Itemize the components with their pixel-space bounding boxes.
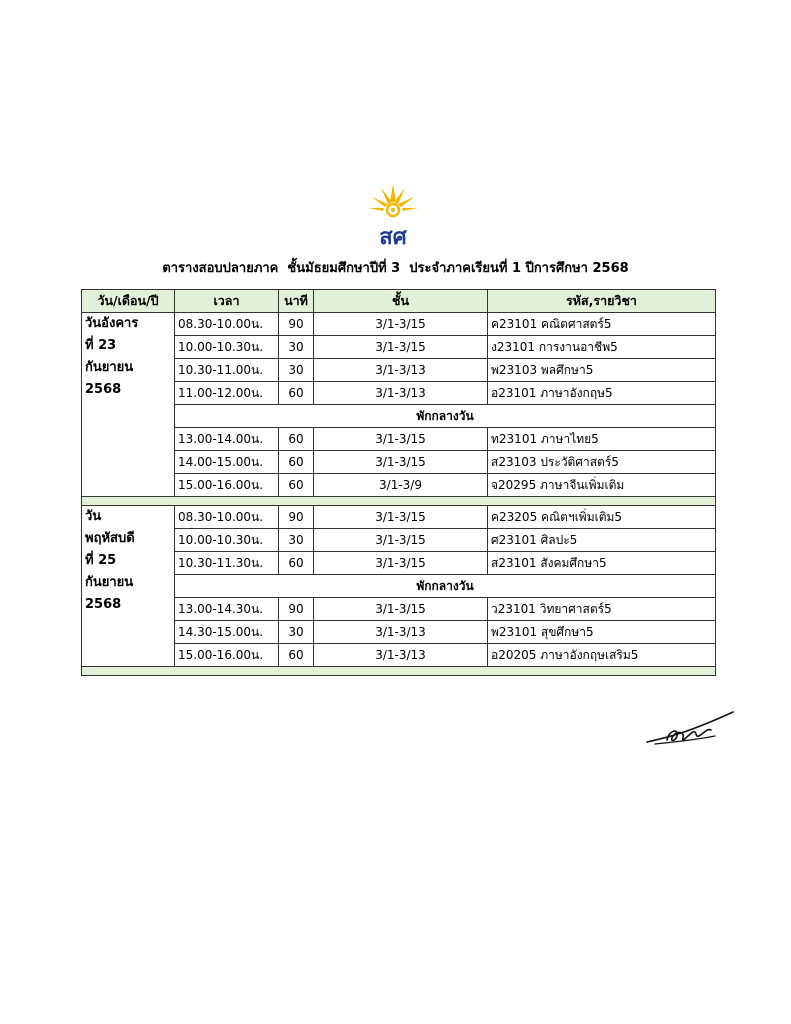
column-header-grade: ชั้น bbox=[314, 290, 488, 313]
subject-cell: จ20295 ภาษาจีนเพิ่มเติม bbox=[488, 474, 716, 497]
time-cell: 13.00-14.00น. bbox=[175, 428, 279, 451]
minutes-cell: 30 bbox=[279, 336, 314, 359]
table-row bbox=[82, 598, 716, 621]
time-cell: 11.00-12.00น. bbox=[175, 382, 279, 405]
handwritten-signature bbox=[645, 706, 735, 752]
minutes-cell: 30 bbox=[279, 621, 314, 644]
grade-cell: 3/1-3/13 bbox=[314, 359, 488, 382]
page-title: ตารางสอบปลายภาค ชั้นมัธยมศึกษาปีที่ 3 ประจำภาคเรียนที่ 1 ปีการศึกษา 2568 bbox=[162, 261, 629, 276]
grade-cell: 3/1-3/15 bbox=[314, 598, 488, 621]
subject-cell: ศ23101 ศิลปะ5 bbox=[488, 529, 716, 552]
time-cell: 08.30-10.00น. bbox=[175, 313, 279, 336]
table-row bbox=[82, 529, 716, 552]
subject-cell: ส23103 ประวัติศาสตร์5 bbox=[488, 451, 716, 474]
subject-cell: อ23101 ภาษาอังกฤษ5 bbox=[488, 382, 716, 405]
column-header-time: เวลา bbox=[175, 290, 279, 313]
grade-cell: 3/1-3/15 bbox=[314, 506, 488, 529]
time-cell: 15.00-16.00น. bbox=[175, 474, 279, 497]
minutes-cell: 30 bbox=[279, 359, 314, 382]
grade-cell: 3/1-3/15 bbox=[314, 313, 488, 336]
minutes-cell: 60 bbox=[279, 428, 314, 451]
subject-cell: อ20205 ภาษาอังกฤษเสริม5 bbox=[488, 644, 716, 667]
minutes-cell: 60 bbox=[279, 644, 314, 667]
grade-cell: 3/1-3/15 bbox=[314, 529, 488, 552]
time-cell: 14.00-15.00น. bbox=[175, 451, 279, 474]
minutes-cell: 90 bbox=[279, 506, 314, 529]
grade-cell: 3/1-3/15 bbox=[314, 451, 488, 474]
column-header-date: วัน/เดือน/ปี bbox=[82, 290, 175, 313]
subject-cell: ท23101 ภาษาไทย5 bbox=[488, 428, 716, 451]
table-row bbox=[82, 506, 716, 529]
table-row bbox=[82, 336, 716, 359]
table-header-row bbox=[82, 290, 716, 313]
day-cell: วัน พฤหัสบดี ที่ 25 กันยายน 2568 bbox=[82, 506, 175, 667]
table-row bbox=[82, 451, 716, 474]
day-separator-row bbox=[82, 667, 716, 676]
time-cell: 08.30-10.00น. bbox=[175, 506, 279, 529]
grade-cell: 3/1-3/13 bbox=[314, 644, 488, 667]
grade-cell: 3/1-3/13 bbox=[314, 621, 488, 644]
lunch-break-row bbox=[82, 405, 716, 428]
grade-cell: 3/1-3/15 bbox=[314, 428, 488, 451]
subject-cell: ส23101 สังคมศึกษา5 bbox=[488, 552, 716, 575]
table-row bbox=[82, 621, 716, 644]
grade-cell: 3/1-3/15 bbox=[314, 336, 488, 359]
table-row bbox=[82, 552, 716, 575]
column-header-minutes: นาที bbox=[279, 290, 314, 313]
minutes-cell: 60 bbox=[279, 552, 314, 575]
grade-cell: 3/1-3/13 bbox=[314, 382, 488, 405]
subject-cell: พ23103 พลศึกษา5 bbox=[488, 359, 716, 382]
time-cell: 14.30-15.00น. bbox=[175, 621, 279, 644]
minutes-cell: 60 bbox=[279, 474, 314, 497]
time-cell: 10.30-11.00น. bbox=[175, 359, 279, 382]
time-cell: 15.00-16.00น. bbox=[175, 644, 279, 667]
lunch-break-label: พักกลางวัน bbox=[175, 575, 716, 598]
time-cell: 13.00-14.30น. bbox=[175, 598, 279, 621]
subject-cell: ว23101 วิทยาศาสตร์5 bbox=[488, 598, 716, 621]
minutes-cell: 90 bbox=[279, 598, 314, 621]
logo-text: สศ bbox=[379, 225, 407, 248]
day-separator-row bbox=[82, 497, 716, 506]
table-row bbox=[82, 313, 716, 336]
column-header-subject: รหัส,รายวิชา bbox=[488, 290, 716, 313]
time-cell: 10.30-11.30น. bbox=[175, 552, 279, 575]
school-logo bbox=[363, 178, 423, 248]
subject-cell: พ23101 สุขศึกษา5 bbox=[488, 621, 716, 644]
table-row bbox=[82, 474, 716, 497]
lunch-break-row bbox=[82, 575, 716, 598]
subject-cell: ค23205 คณิตฯเพิ่มเติม5 bbox=[488, 506, 716, 529]
time-cell: 10.00-10.30น. bbox=[175, 529, 279, 552]
minutes-cell: 60 bbox=[279, 451, 314, 474]
day-cell: วันอังคาร ที่ 23 กันยายน 2568 bbox=[82, 313, 175, 497]
table-row bbox=[82, 359, 716, 382]
logo-rays bbox=[368, 184, 418, 211]
exam-schedule-table bbox=[81, 289, 716, 676]
minutes-cell: 30 bbox=[279, 529, 314, 552]
subject-cell: ค23101 คณิตศาสตร์5 bbox=[488, 313, 716, 336]
table-row bbox=[82, 644, 716, 667]
table-row bbox=[82, 382, 716, 405]
lunch-break-label: พักกลางวัน bbox=[175, 405, 716, 428]
time-cell: 10.00-10.30น. bbox=[175, 336, 279, 359]
grade-cell: 3/1-3/9 bbox=[314, 474, 488, 497]
subject-cell: ง23101 การงานอาชีพ5 bbox=[488, 336, 716, 359]
minutes-cell: 60 bbox=[279, 382, 314, 405]
minutes-cell: 90 bbox=[279, 313, 314, 336]
grade-cell: 3/1-3/15 bbox=[314, 552, 488, 575]
table-row bbox=[82, 428, 716, 451]
